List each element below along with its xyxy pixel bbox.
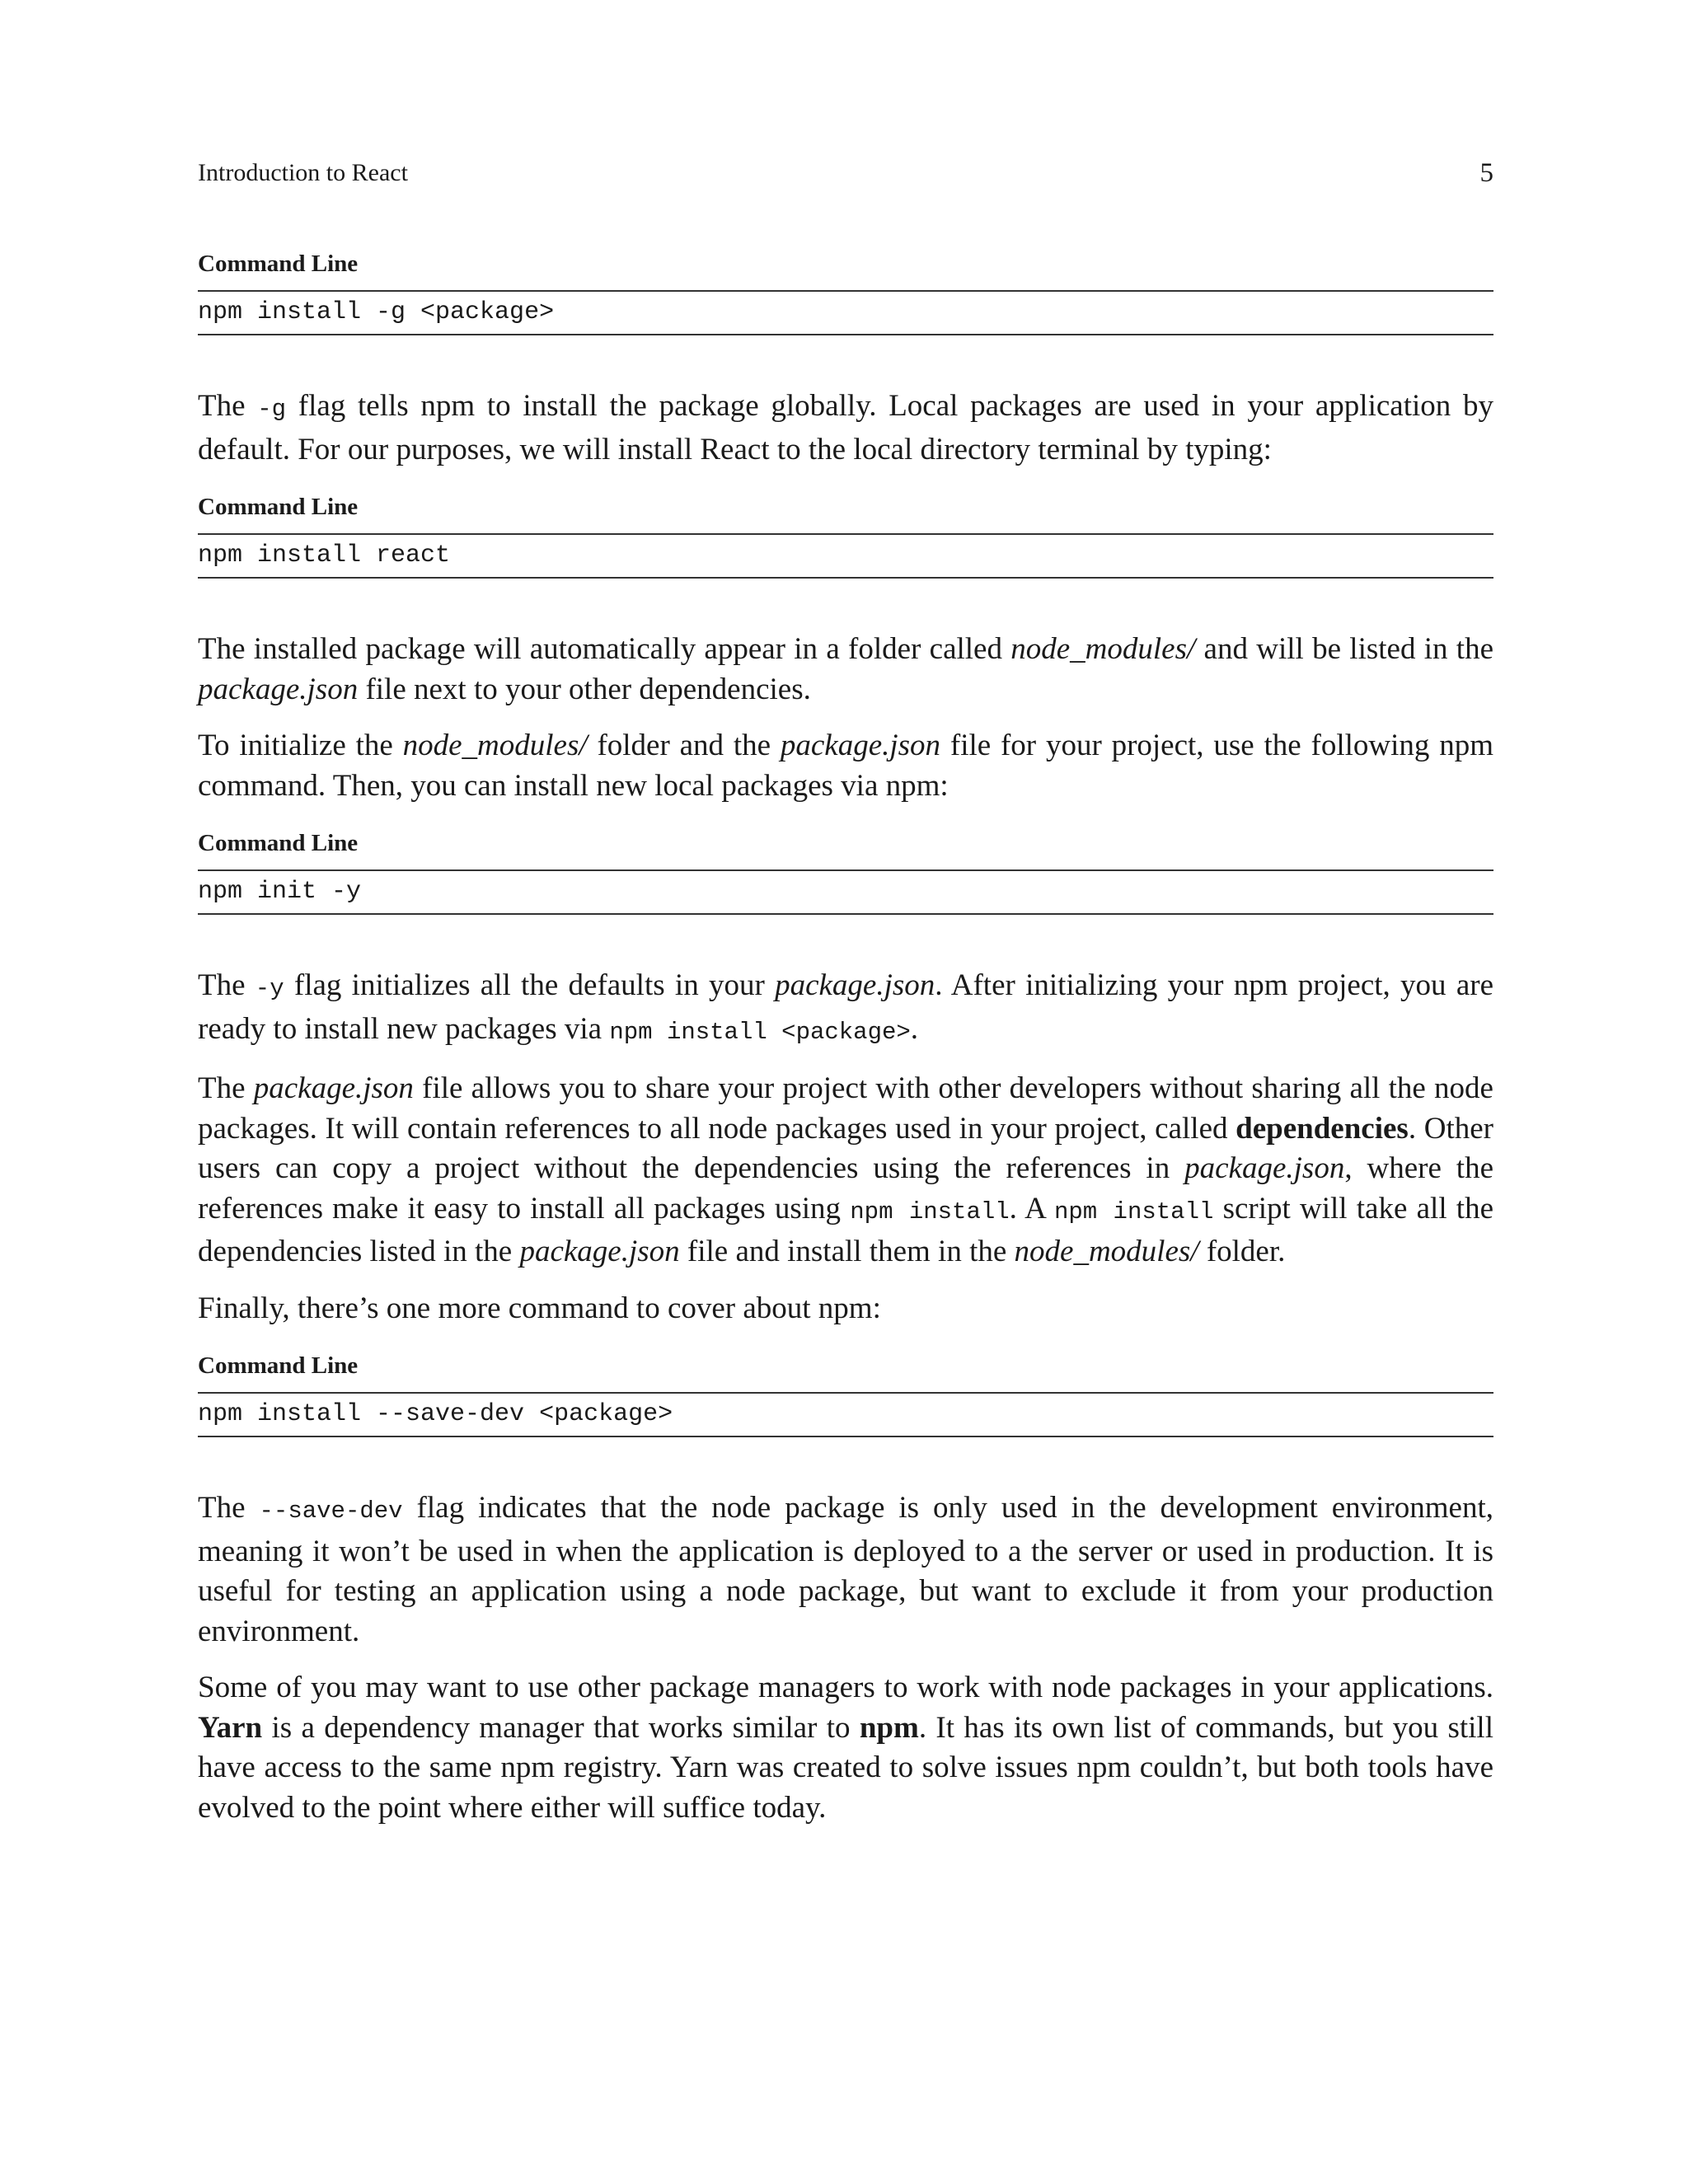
text-run: The [198, 968, 256, 1002]
text-run: file allows you to share your project with other developers without sharing all the node packages. It will contain references to all node packages used in your project, called [198, 1071, 1493, 1146]
italic-text: node_modules/ [1014, 1235, 1199, 1268]
text-run: folder. [1198, 1235, 1286, 1268]
paragraph [198, 1069, 1493, 1272]
text-run: . Other users can copy a project without the dependencies using the references in [198, 1111, 1494, 1185]
chapter-title: Introduction to React [198, 159, 408, 186]
italic-text: package.json [775, 968, 935, 1002]
text-run: is a dependency manager that works similar to [262, 1710, 860, 1745]
inline-code: --save-dev [259, 1497, 403, 1525]
text-run: file and install them in the [679, 1235, 1015, 1268]
text-run: script will take all the dependencies listed in the [198, 1191, 1494, 1268]
inline-code: npm install [1053, 1197, 1214, 1226]
bold-term: dependencies [1236, 1111, 1409, 1146]
paragraph [198, 387, 1493, 470]
text-run: flag initializes all the defaults in your [284, 968, 776, 1002]
text-run: The [198, 389, 258, 423]
text-run: To initialize the [198, 729, 403, 762]
command-block [198, 1349, 1493, 1437]
italic-text: package.json [253, 1071, 414, 1105]
command-code: npm install --save-dev <package> [198, 1392, 1493, 1437]
command-code: npm install react [198, 533, 1493, 579]
text-run: folder and the [587, 729, 781, 762]
text-run: . After initializing your npm project, you are ready to install new packages via [198, 968, 1493, 1046]
text-run: . A [1009, 1191, 1054, 1226]
inline-code: -y [255, 975, 284, 1002]
command-code: npm install -g <package> [198, 290, 1493, 335]
paragraph [198, 966, 1493, 1052]
text-run: Some of you may want to use other package managers to work with node packages in your applications. [198, 1671, 1493, 1704]
command-block [198, 827, 1493, 915]
inline-code: npm install [850, 1197, 1010, 1226]
italic-text: package.json [198, 672, 359, 706]
text-run: . [910, 1011, 919, 1046]
italic-text: package.json [519, 1235, 680, 1268]
command-caption: Command Line [198, 494, 359, 520]
paragraph [198, 726, 1493, 806]
bold-term: npm [859, 1710, 919, 1745]
paragraph [198, 630, 1493, 710]
text-run: flag indicates that the node package is only used in the development environment, meaning it won’t be used in when the application is deployed to a the server or used in production. It is useful for testing an application using a node package, but want to exclude it from your production environment. [198, 1491, 1493, 1648]
italic-text: node_modules/ [402, 729, 588, 762]
italic-text: package.json [1184, 1151, 1345, 1185]
text-run: flag tells npm to install the package globally. Local packages are used in your application by default. For our purposes, we will install React to the local directory terminal by typing: [198, 389, 1493, 466]
text-run: , where the references make it easy to install all packages using [198, 1151, 1493, 1226]
inline-code: npm install <package> [609, 1018, 911, 1046]
command-block [198, 490, 1493, 579]
bold-term: Yarn [198, 1710, 263, 1745]
text-run: . It has its own list of commands, but you still have access to the same npm registry. Yarn was created to solve issues npm couldn’t, but both tools have evolved to the point where either will suffice today. [198, 1710, 1493, 1825]
paragraph: Finally, there’s one more command to cover about npm: [198, 1291, 881, 1325]
running-header [198, 157, 1493, 190]
text-run: file next to your other dependencies. [358, 672, 811, 706]
paragraph [198, 1488, 1493, 1652]
command-caption: Command Line [198, 830, 359, 856]
text-run: The [198, 1071, 254, 1105]
command-block [198, 247, 1493, 335]
command-caption: Command Line [198, 1352, 359, 1379]
text-run: and will be listed in the [1195, 632, 1493, 666]
page-content [198, 247, 1493, 1828]
italic-text: package.json [780, 729, 941, 762]
text-run: The [198, 1491, 260, 1525]
text-run: file for your project, use the following npm command. Then, you can install new local packages via npm: [198, 729, 1493, 803]
page-number: 5 [1479, 158, 1493, 188]
text-run: The installed package will automatically appear in a folder called [198, 632, 1011, 666]
command-caption: Command Line [198, 251, 359, 277]
italic-text: node_modules/ [1010, 632, 1196, 666]
inline-code: -g [257, 396, 287, 423]
paragraph [198, 1668, 1493, 1828]
command-code: npm init -y [198, 869, 1493, 915]
